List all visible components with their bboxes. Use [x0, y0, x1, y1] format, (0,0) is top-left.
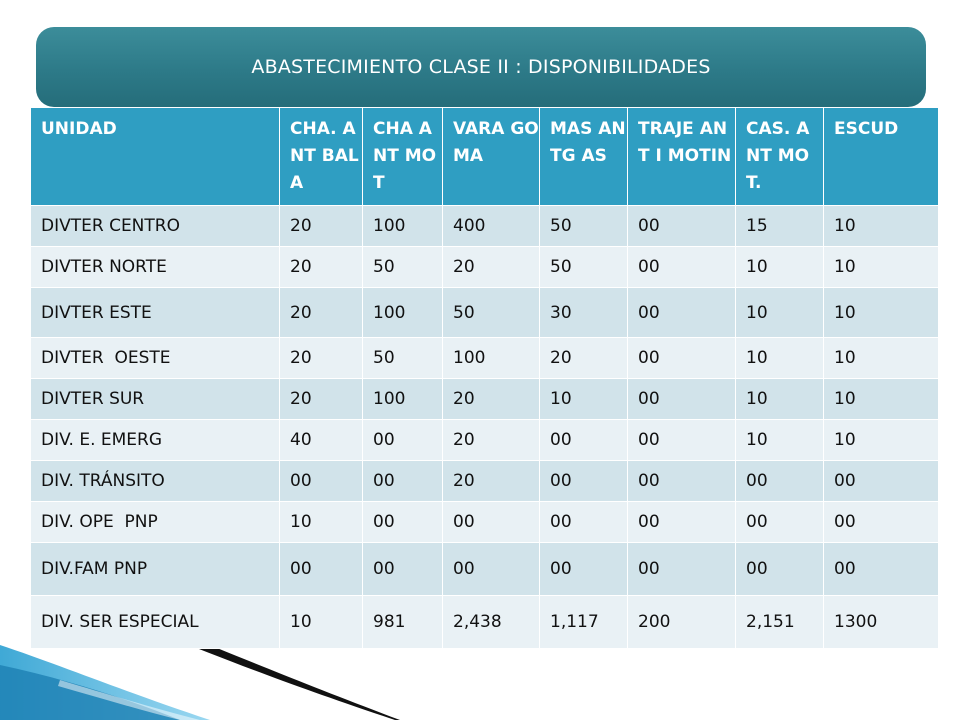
table-cell: 10	[736, 420, 824, 461]
table-cell: 50	[363, 247, 443, 288]
table-cell: 20	[280, 338, 363, 379]
table-cell: 00	[824, 543, 939, 596]
table-cell: 10	[736, 379, 824, 420]
table-cell: DIVTER ESTE	[31, 288, 280, 338]
table-cell: 20	[443, 420, 540, 461]
table-cell: 00	[628, 461, 736, 502]
table-cell: 200	[628, 596, 736, 649]
table-cell: 00	[280, 543, 363, 596]
table-row	[31, 420, 939, 461]
table-cell: 00	[628, 502, 736, 543]
table-cell: 00	[540, 543, 628, 596]
table-cell: 20	[280, 247, 363, 288]
table-cell: 00	[363, 461, 443, 502]
table-row	[31, 288, 939, 338]
table-cell: 30	[540, 288, 628, 338]
header-cas-ant-mot: CAS. ANT MOT.	[736, 108, 824, 206]
table-cell: 20	[443, 461, 540, 502]
header-escud: ESCUD	[824, 108, 939, 206]
table-cell: 00	[443, 543, 540, 596]
table-row	[31, 543, 939, 596]
table-cell: DIV.FAM PNP	[31, 543, 280, 596]
table-cell: 10	[736, 338, 824, 379]
table-cell: 00	[628, 543, 736, 596]
table-cell: 00	[280, 461, 363, 502]
table-cell: 100	[363, 206, 443, 247]
table-cell: 2,438	[443, 596, 540, 649]
header-unidad: UNIDAD	[31, 108, 280, 206]
table-cell: 100	[363, 288, 443, 338]
header-cha-ant-mot: CHA ANT MOT	[363, 108, 443, 206]
table-cell: DIVTER SUR	[31, 379, 280, 420]
table-cell: 10	[824, 288, 939, 338]
table-cell: 50	[363, 338, 443, 379]
header-cha-ant-bala: CHA. ANT BALA	[280, 108, 363, 206]
table-cell: 10	[824, 247, 939, 288]
table-cell: 981	[363, 596, 443, 649]
table-cell: DIVTER CENTRO	[31, 206, 280, 247]
table-cell: 10	[824, 338, 939, 379]
table-cell: DIVTER OESTE	[31, 338, 280, 379]
table-cell: DIV. OPE PNP	[31, 502, 280, 543]
table-cell: 20	[443, 247, 540, 288]
slide-title: ABASTECIMIENTO CLASE II : DISPONIBILIDADES	[251, 56, 711, 78]
table-cell: 00	[628, 379, 736, 420]
table-cell: 1300	[824, 596, 939, 649]
table-cell: 20	[540, 338, 628, 379]
table-row	[31, 338, 939, 379]
table-cell: 10	[824, 206, 939, 247]
table-cell: 40	[280, 420, 363, 461]
header-mas-antgas: MAS ANTG AS	[540, 108, 628, 206]
table-cell: 00	[736, 461, 824, 502]
table-cell: 00	[443, 502, 540, 543]
header-vara-goma: VARA GOMA	[443, 108, 540, 206]
table-cell: 100	[443, 338, 540, 379]
table-cell: 00	[363, 420, 443, 461]
table-cell: 2,151	[736, 596, 824, 649]
table-row	[31, 206, 939, 247]
table-row	[31, 461, 939, 502]
table-cell: 20	[280, 288, 363, 338]
table-row	[31, 379, 939, 420]
table-cell: 50	[540, 206, 628, 247]
table-cell: DIV. E. EMERG	[31, 420, 280, 461]
table-cell: 00	[363, 543, 443, 596]
table-cell: 15	[736, 206, 824, 247]
table-cell: 50	[443, 288, 540, 338]
table-cell: 50	[540, 247, 628, 288]
table-cell: 00	[736, 502, 824, 543]
table-cell: 10	[280, 502, 363, 543]
table-cell: 100	[363, 379, 443, 420]
table-cell: DIV. SER ESPECIAL	[31, 596, 280, 649]
table-cell: 400	[443, 206, 540, 247]
availability-table	[30, 107, 939, 649]
table-cell: 00	[628, 247, 736, 288]
table-cell: 00	[540, 420, 628, 461]
table-cell: 10	[736, 247, 824, 288]
table-cell: DIVTER NORTE	[31, 247, 280, 288]
table-cell: 00	[628, 420, 736, 461]
header-traje-antimotin: TRAJE ANT I MOTIN	[628, 108, 736, 206]
table-row	[31, 502, 939, 543]
table-cell: 00	[363, 502, 443, 543]
table-cell: 00	[824, 461, 939, 502]
table-cell: 00	[540, 461, 628, 502]
table-header-row	[31, 108, 939, 206]
table-cell: 10	[540, 379, 628, 420]
table-cell: 00	[824, 502, 939, 543]
table-cell: 10	[824, 379, 939, 420]
table-row	[31, 596, 939, 649]
table-cell: 00	[628, 288, 736, 338]
table-cell: 10	[280, 596, 363, 649]
table-cell: 20	[280, 206, 363, 247]
table-cell: 00	[736, 543, 824, 596]
table-cell: 20	[443, 379, 540, 420]
table-cell: 10	[824, 420, 939, 461]
table-cell: 00	[540, 502, 628, 543]
table-cell: 00	[628, 206, 736, 247]
table-cell: 1,117	[540, 596, 628, 649]
table-cell: 00	[628, 338, 736, 379]
slide-title-bar	[36, 27, 926, 107]
table-cell: DIV. TRÁNSITO	[31, 461, 280, 502]
table-row	[31, 247, 939, 288]
table-cell: 10	[736, 288, 824, 338]
table-cell: 20	[280, 379, 363, 420]
